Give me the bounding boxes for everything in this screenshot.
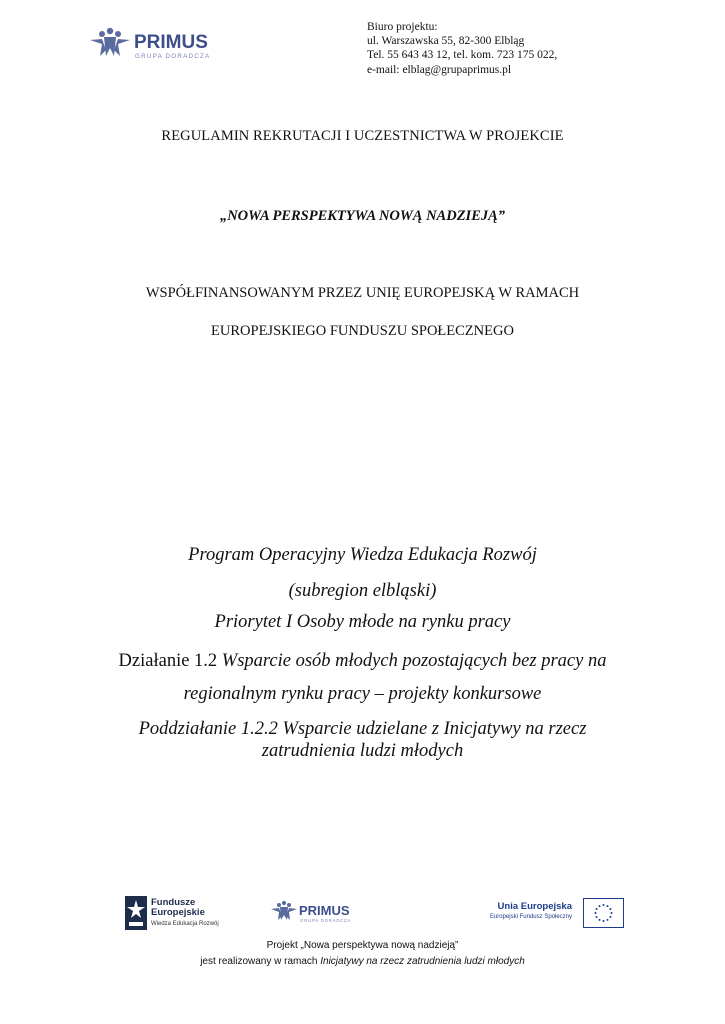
office-line: Biuro projektu:	[367, 21, 438, 33]
people-icon	[90, 28, 130, 56]
submeasure-line-1: Poddziałanie 1.2.2 Wsparcie udzielane z Inicjatywy na rzecz	[138, 719, 587, 739]
priority: Priorytet I Osoby młode na rynku pracy	[214, 612, 511, 632]
eu-star	[596, 908, 598, 910]
footer-logo-sub: GRUPA DORADCZA	[300, 918, 352, 923]
fe-line2: Europejskie	[151, 907, 205, 918]
logo-sub: GRUPA DORADCZA	[135, 53, 211, 60]
fe-star-icon	[125, 896, 149, 932]
eu-line1: Unia Europejska	[497, 901, 572, 912]
footer-line-2	[0, 956, 725, 967]
fe-logo-text	[151, 898, 219, 929]
document-title: REGULAMIN REKRUTACJI I UCZESTNICTWA W PROJEKCIE	[161, 128, 564, 144]
office-address	[367, 20, 557, 77]
submeasure-line-2: zatrudnienia ludzi młodych	[261, 741, 464, 761]
eu-star	[611, 912, 613, 914]
eu-star	[603, 904, 605, 906]
office-line: Tel. 55 643 43 12, tel. kom. 723 175 022,	[367, 49, 558, 62]
eu-star	[607, 905, 609, 907]
fe-line1: Fundusze	[151, 897, 196, 908]
office-line: ul. Warszawska 55, 82-300 Elbląg	[367, 35, 525, 48]
eu-star	[607, 919, 609, 921]
cofinance-line-1: WSPÓŁFINANSOWANYM PRZEZ UNIĘ EUROPEJSKĄ W RAMACH	[145, 285, 580, 301]
eu-star	[603, 920, 605, 922]
measure-line	[0, 651, 725, 672]
fe-line3: Wiedza Edukacja Rozwój	[151, 921, 219, 927]
primus-header-logo	[88, 26, 228, 62]
footer-line-2-italic: Inicjatywy na rzecz zatrudnienia ludzi młodych	[320, 956, 525, 967]
measure-prefix: Działanie 1.2	[118, 651, 222, 671]
subregion: (subregion elbląski)	[288, 581, 437, 601]
people-icon	[271, 901, 297, 920]
measure-line-2: regionalnym rynku pracy – projekty konkursowe	[183, 684, 542, 704]
footer-line-1: Projekt „Nowa perspektywa nową nadzieją”	[266, 940, 459, 951]
eu-star	[599, 905, 601, 907]
office-line: e-mail: elblag@grupaprimus.pl	[367, 63, 512, 76]
eu-star	[595, 912, 597, 914]
eu-line2: Europejski Fundusz Społeczny	[489, 914, 572, 920]
footer-line-2-prefix: jest realizowany w ramach	[200, 956, 321, 967]
footer-logo-name: PRIMUS	[299, 903, 350, 918]
program-name: Program Operacyjny Wiedza Edukacja Rozwój	[188, 545, 537, 565]
eu-star	[599, 919, 601, 921]
project-name: „NOWA PERSPEKTYWA NOWĄ NADZIEJĄ”	[219, 208, 506, 224]
eu-star	[609, 908, 611, 910]
eu-flag-icon	[583, 898, 624, 928]
primus-footer-logo	[270, 900, 362, 924]
logo-name: PRIMUS	[134, 32, 208, 53]
eu-star	[609, 916, 611, 918]
eu-logo-text	[482, 901, 572, 920]
eu-star	[596, 916, 598, 918]
measure-title: Wsparcie osób młodych pozostających bez pracy na	[221, 651, 607, 671]
cofinance-line-2: EUROPEJSKIEGO FUNDUSZU SPOŁECZNEGO	[211, 323, 514, 339]
